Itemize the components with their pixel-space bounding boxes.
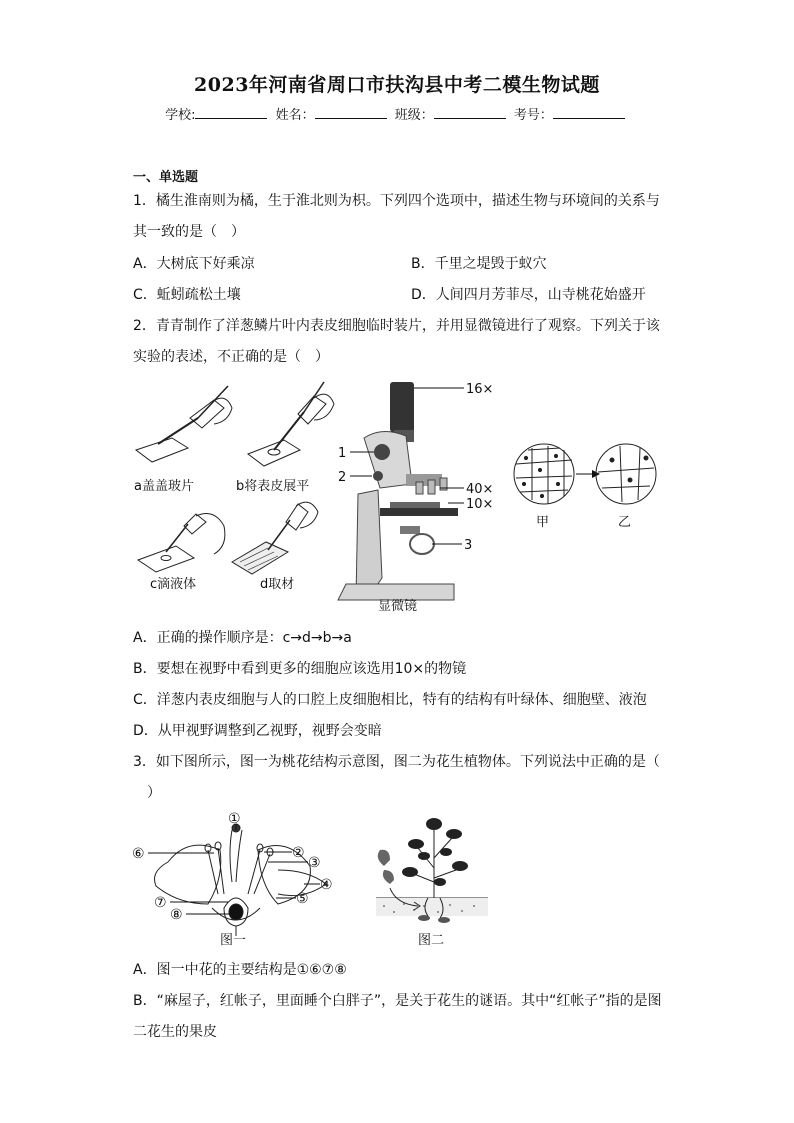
q2-figure: [128, 378, 668, 618]
flower-label-1: ①: [228, 811, 241, 827]
q3-option-b-line1: B．“麻屋子，红帐子，里面睡个白胖子”，是关于花生的谜语。其中“红帐子”指的是图: [133, 993, 662, 1009]
flower-label-4: ④: [320, 877, 333, 893]
objective-low-mag: 10×: [466, 497, 494, 512]
view-yi-illustration: [596, 444, 656, 504]
student-info-line: [0, 104, 794, 123]
label-3: 3: [464, 538, 473, 553]
microscope-caption: 显微镜: [378, 599, 418, 614]
q3-option-a: A．图一中花的主要结构是①⑥⑦⑧: [133, 962, 347, 978]
step-c-illustration: [138, 514, 225, 572]
q1-option-a: A．大树底下好乘凉: [133, 256, 255, 272]
school-blank[interactable]: [195, 107, 267, 119]
figure1-caption: 图一: [220, 933, 247, 948]
flower-label-5: ⑤: [296, 891, 309, 907]
class-label: 班级：: [394, 108, 434, 123]
figure2-caption: 图二: [418, 933, 445, 948]
exam-no-label: 考号：: [513, 108, 553, 123]
step-b-label: b将表皮展平: [236, 479, 310, 494]
exam-title: 2023年河南省周口市扶沟县中考二模生物试题: [194, 74, 600, 96]
q3-option-b-line2: 二花生的果皮: [133, 1024, 217, 1040]
q3-figure: [128, 808, 508, 953]
flower-label-7: ⑦: [154, 895, 167, 911]
q1-stem-line2: 其一致的是（ ）: [133, 224, 245, 240]
q1-option-b: B．千里之堤毁于蚁穴: [411, 256, 547, 272]
name-label: 姓名：: [275, 108, 315, 123]
q2-stem-line2: 实验的表述，不正确的是（ ）: [133, 349, 329, 365]
section-title: 一、单选题: [133, 170, 199, 185]
school-label: 学校:: [165, 108, 196, 123]
q2-option-c: C．洋葱内表皮细胞与人的口腔上皮细胞相比，特有的结构有叶绿体、细胞壁、液泡: [133, 692, 647, 708]
view-jia-label: 甲: [536, 515, 550, 530]
microscope-illustration: [338, 382, 458, 600]
flower-label-6: ⑥: [132, 846, 145, 862]
label-2: 2: [338, 470, 347, 485]
name-blank[interactable]: [315, 107, 387, 119]
step-a-label: a盖盖玻片: [134, 479, 194, 494]
q2-option-a: A．正确的操作顺序是：c→d→b→a: [133, 630, 352, 646]
step-b-illustration: [248, 382, 334, 466]
flower-label-3: ③: [308, 855, 321, 871]
q3-stem-line1: 3．如下图所示，图一为桃花结构示意图，图二为花生植物体。下列说法中正确的是（: [133, 754, 660, 770]
flower-label-2: ②: [292, 845, 305, 861]
flower-label-8: ⑧: [170, 907, 183, 923]
step-d-illustration: [232, 502, 318, 574]
objective-high-mag: 40×: [466, 482, 494, 497]
q1-stem-line1: 1．橘生淮南则为橘，生于淮北则为枳。下列四个选项中，描述生物与环境间的关系与: [133, 193, 660, 209]
peanut-plant-illustration: [376, 818, 488, 923]
step-c-label: c滴液体: [150, 577, 197, 592]
q2-stem-line1: 2．青青制作了洋葱鳞片叶内表皮细胞临时装片，并用显微镜进行了观察。下列关于该: [133, 318, 660, 334]
q2-option-d: D．从甲视野调整到乙视野，视野会变暗: [133, 723, 382, 739]
class-blank[interactable]: [434, 107, 506, 119]
exam-no-blank[interactable]: [553, 107, 625, 119]
view-jia-illustration: [514, 444, 574, 504]
q3-stem-line2: ）: [133, 785, 161, 801]
q1-option-d: D．人间四月芳菲尽，山寺桃花始盛开: [411, 287, 646, 303]
view-yi-label: 乙: [618, 515, 632, 530]
q2-option-b: B．要想在视野中看到更多的细胞应该选用10×的物镜: [133, 661, 467, 677]
label-1: 1: [338, 446, 347, 461]
step-a-illustration: [136, 386, 232, 462]
eyepiece-mag: 16×: [466, 382, 494, 397]
q1-option-c: C．蚯蚓疏松土壤: [133, 287, 241, 303]
step-d-label: d取材: [260, 577, 295, 592]
